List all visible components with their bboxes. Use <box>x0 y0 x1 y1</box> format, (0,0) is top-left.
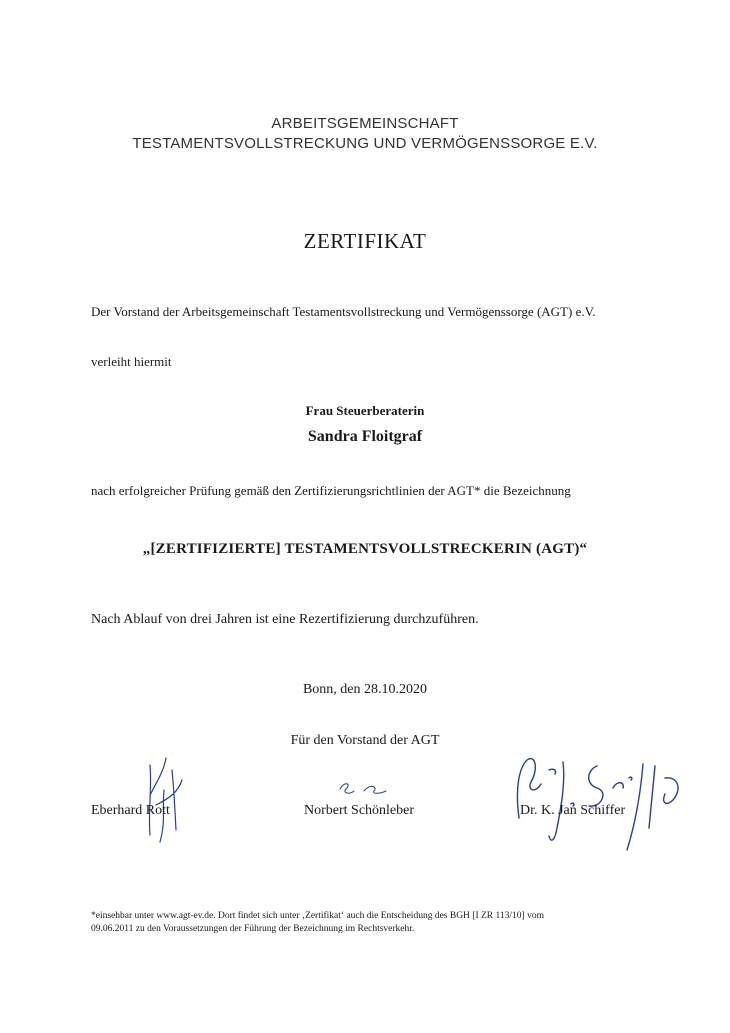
grants-text: verleiht hiermit <box>91 354 172 369</box>
footnote-line1: *einsehbar unter www.agt-ev.de. Dort findet sich unter ‚Zertifikat‘ auch die Entscheidung des BGH [I ZR 113/10] vom <box>91 911 544 921</box>
footnote-line2: 09.06.2011 zu den Voraussetzungen der Führung der Bezeichnung im Rechtsverkehr. <box>91 924 415 934</box>
intro-text: Der Vorstand der Arbeitsgemeinschaft Testamentsvollstreckung und Vermögenssorge (AGT) e.V. <box>91 304 596 319</box>
signatory-name-schiffer: Dr. K. Jan Schiffer <box>520 803 626 818</box>
signature-rott-mark <box>120 750 200 850</box>
signatory-name-schoenleber: Norbert Schönleber <box>304 803 415 818</box>
exam-text: nach erfolgreicher Prüfung gemäß den Zertifizierungsrichtlinien der AGT* die Bezeichnung <box>91 483 571 498</box>
recipient-title: Frau Steuerberaterin <box>305 403 425 418</box>
organization-name-line1: ARBEITSGEMEINSCHAFT <box>271 115 459 132</box>
board-line: Für den Vorstand der AGT <box>290 733 440 748</box>
place-date: Bonn, den 28.10.2020 <box>302 682 428 697</box>
recertification-note: Nach Ablauf von drei Jahren ist eine Rezertifizierung durchzuführen. <box>91 612 479 627</box>
designation-title: „[ZERTIFIZIERTE] TESTAMENTSVOLLSTRECKERIN (AGT)“ <box>142 541 588 557</box>
signature-schoenleber-mark <box>330 775 400 805</box>
signatory-name-rott: Eberhard Rott <box>91 803 170 818</box>
recipient-name: Sandra Floitgraf <box>307 428 423 445</box>
certificate-title: ZERTIFIKAT <box>303 229 427 253</box>
organization-name-line2: TESTAMENTSVOLLSTRECKUNG UND VERMÖGENSSORGE E.V. <box>132 135 598 152</box>
